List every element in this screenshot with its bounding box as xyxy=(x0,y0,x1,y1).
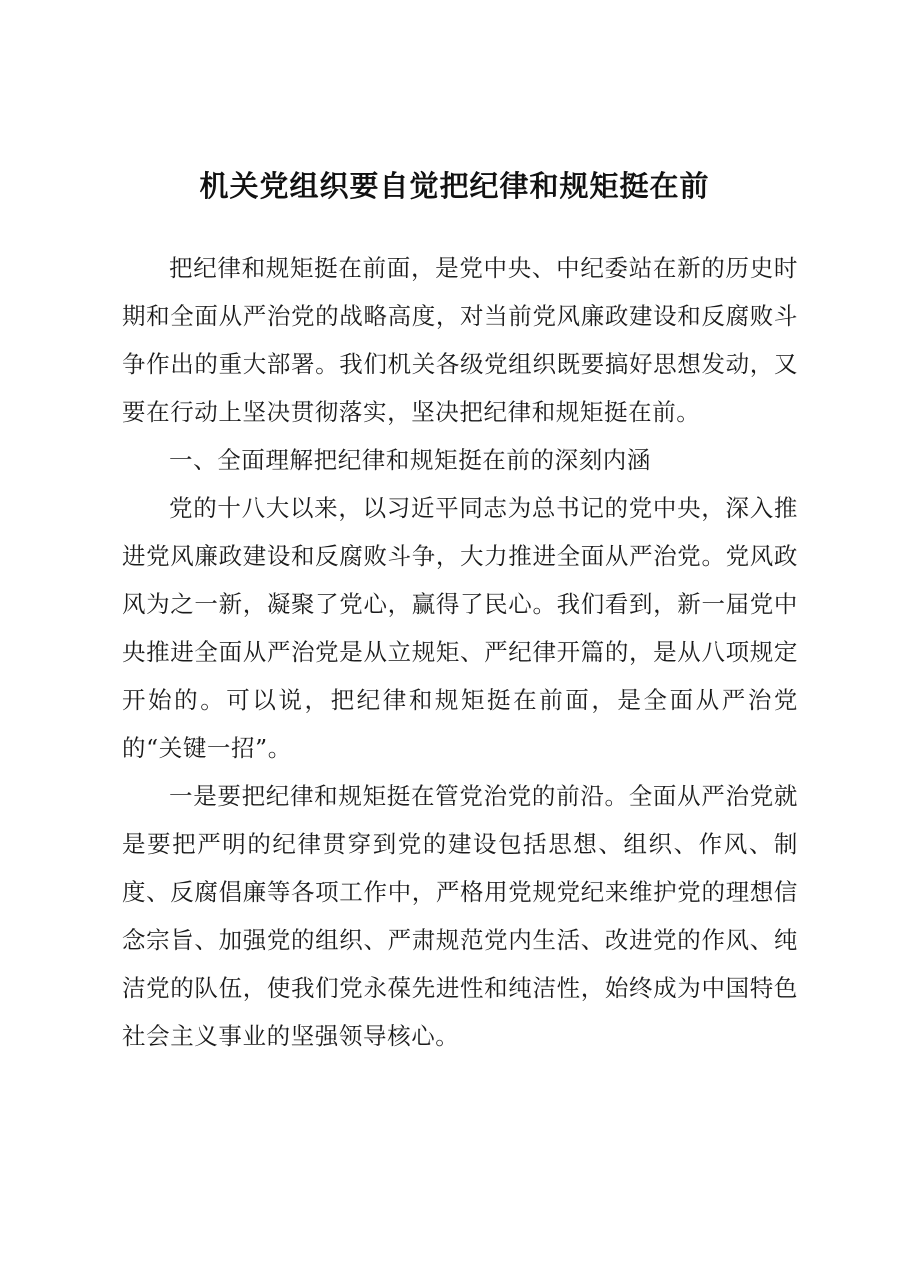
document-body xyxy=(122,244,798,1060)
document-title: 机关党组织要自觉把纪律和规矩挺在前 xyxy=(199,169,710,203)
paragraph-intro: 把纪律和规矩挺在前面，是党中央、中纪委站在新的历史时期和全面从严治党的战略高度，对当前党风廉政建设和反腐败斗争作出的重大部署。我们机关各级党组织既要搞好思想发动，又要在行动上坚决贯彻落实，坚决把纪律和规矩挺在前。 xyxy=(122,254,798,426)
paragraph-section-1-intro: 党的十八大以来，以习近平同志为总书记的党中央，深入推进党风廉政建设和反腐败斗争，大力推进全面从严治党。党风政风为之一新，凝聚了党心，赢得了民心。我们看到，新一届党中央推进全面从严治党是从立规矩、严纪律开篇的，是从八项规定开始的。可以说，把纪律和规矩挺在前面，是全面从严治党的“关键一招”。 xyxy=(122,494,798,762)
section-heading-1: 一、全面理解把纪律和规矩挺在前的深刻内涵 xyxy=(169,446,651,474)
paragraph-point-1: 一是要把纪律和规矩挺在管党治党的前沿。全面从严治党就是要把严明的纪律贯穿到党的建设包括思想、组织、作风、制度、反腐倡廉等各项工作中，严格用党规党纪来维护党的理想信念宗旨、加强党的组织、严肃规范党内生活、改进党的作风、纯洁党的队伍，使我们党永葆先进性和纯洁性，始终成为中国特色社会主义事业的坚强领导核心。 xyxy=(122,782,798,1050)
